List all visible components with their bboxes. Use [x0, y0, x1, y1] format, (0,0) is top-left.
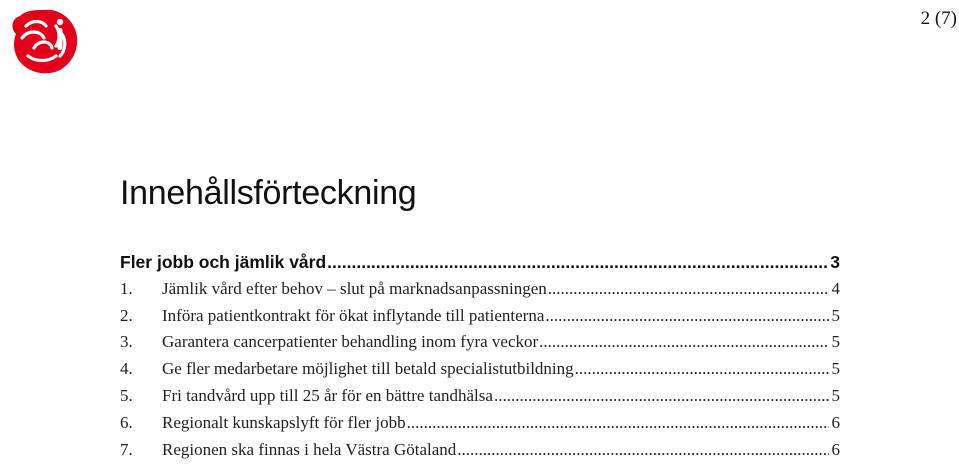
toc-entry[interactable] [120, 306, 840, 333]
toc-leader [539, 332, 828, 352]
toc-leader [494, 386, 829, 406]
toc-entry-number: 4. [120, 359, 133, 379]
toc-leader [545, 306, 828, 326]
toc-entry-number: 2. [120, 305, 133, 325]
toc-section-entry[interactable] [120, 252, 840, 279]
page-number: 2 (7) [920, 8, 957, 29]
table-of-contents [120, 252, 840, 466]
toc-entry-page: 4 [831, 278, 840, 298]
toc-entry-text: Garantera cancerpatienter behandling inom fyra veckor [162, 332, 539, 352]
toc-entry-text: Ge fler medarbetare möjlighet till betald specialistutbildning [162, 359, 574, 379]
toc-entry-text: Fri tandvård upp till 25 år för en bättre tandhälsa [162, 385, 493, 405]
toc-entry-number: 6. [120, 412, 133, 432]
toc-entry[interactable] [120, 386, 840, 413]
toc-entry-page: 5 [831, 359, 840, 379]
toc-entry-text: Regionalt kunskapslyft för fler jobb [162, 412, 406, 432]
toc-section-text: Fler jobb och jämlik vård [120, 252, 327, 272]
toc-entry[interactable] [120, 440, 840, 467]
toc-leader [327, 252, 827, 273]
toc-entry-page: 6 [831, 412, 840, 432]
toc-entry-text: Jämlik vård efter behov – slut på marknadsanpassningen [162, 278, 547, 298]
toc-entry[interactable] [120, 413, 840, 440]
page-title: Innehållsförteckning [120, 174, 417, 212]
toc-entry-number: 7. [120, 439, 133, 459]
toc-leader [575, 359, 829, 379]
toc-entry-page: 5 [831, 305, 840, 325]
toc-leader [407, 413, 829, 433]
toc-entry[interactable] [120, 359, 840, 386]
toc-entry-text: Införa patientkontrakt för ökat inflytande till patienterna [162, 305, 545, 325]
toc-entry-number: 3. [120, 332, 133, 352]
toc-entry[interactable] [120, 332, 840, 359]
toc-entry-page: 5 [831, 332, 840, 352]
toc-entry-page: 5 [831, 385, 840, 405]
rose-logo-icon [6, 4, 82, 80]
toc-section-page: 3 [830, 252, 840, 272]
toc-entry-number: 1. [120, 278, 133, 298]
toc-entry-text: Regionen ska finnas i hela Västra Götaland [162, 439, 457, 459]
toc-entry-number: 5. [120, 385, 133, 405]
toc-entry-page: 6 [831, 439, 840, 459]
toc-leader [548, 279, 829, 299]
toc-leader [457, 440, 828, 460]
toc-entry[interactable] [120, 279, 840, 306]
